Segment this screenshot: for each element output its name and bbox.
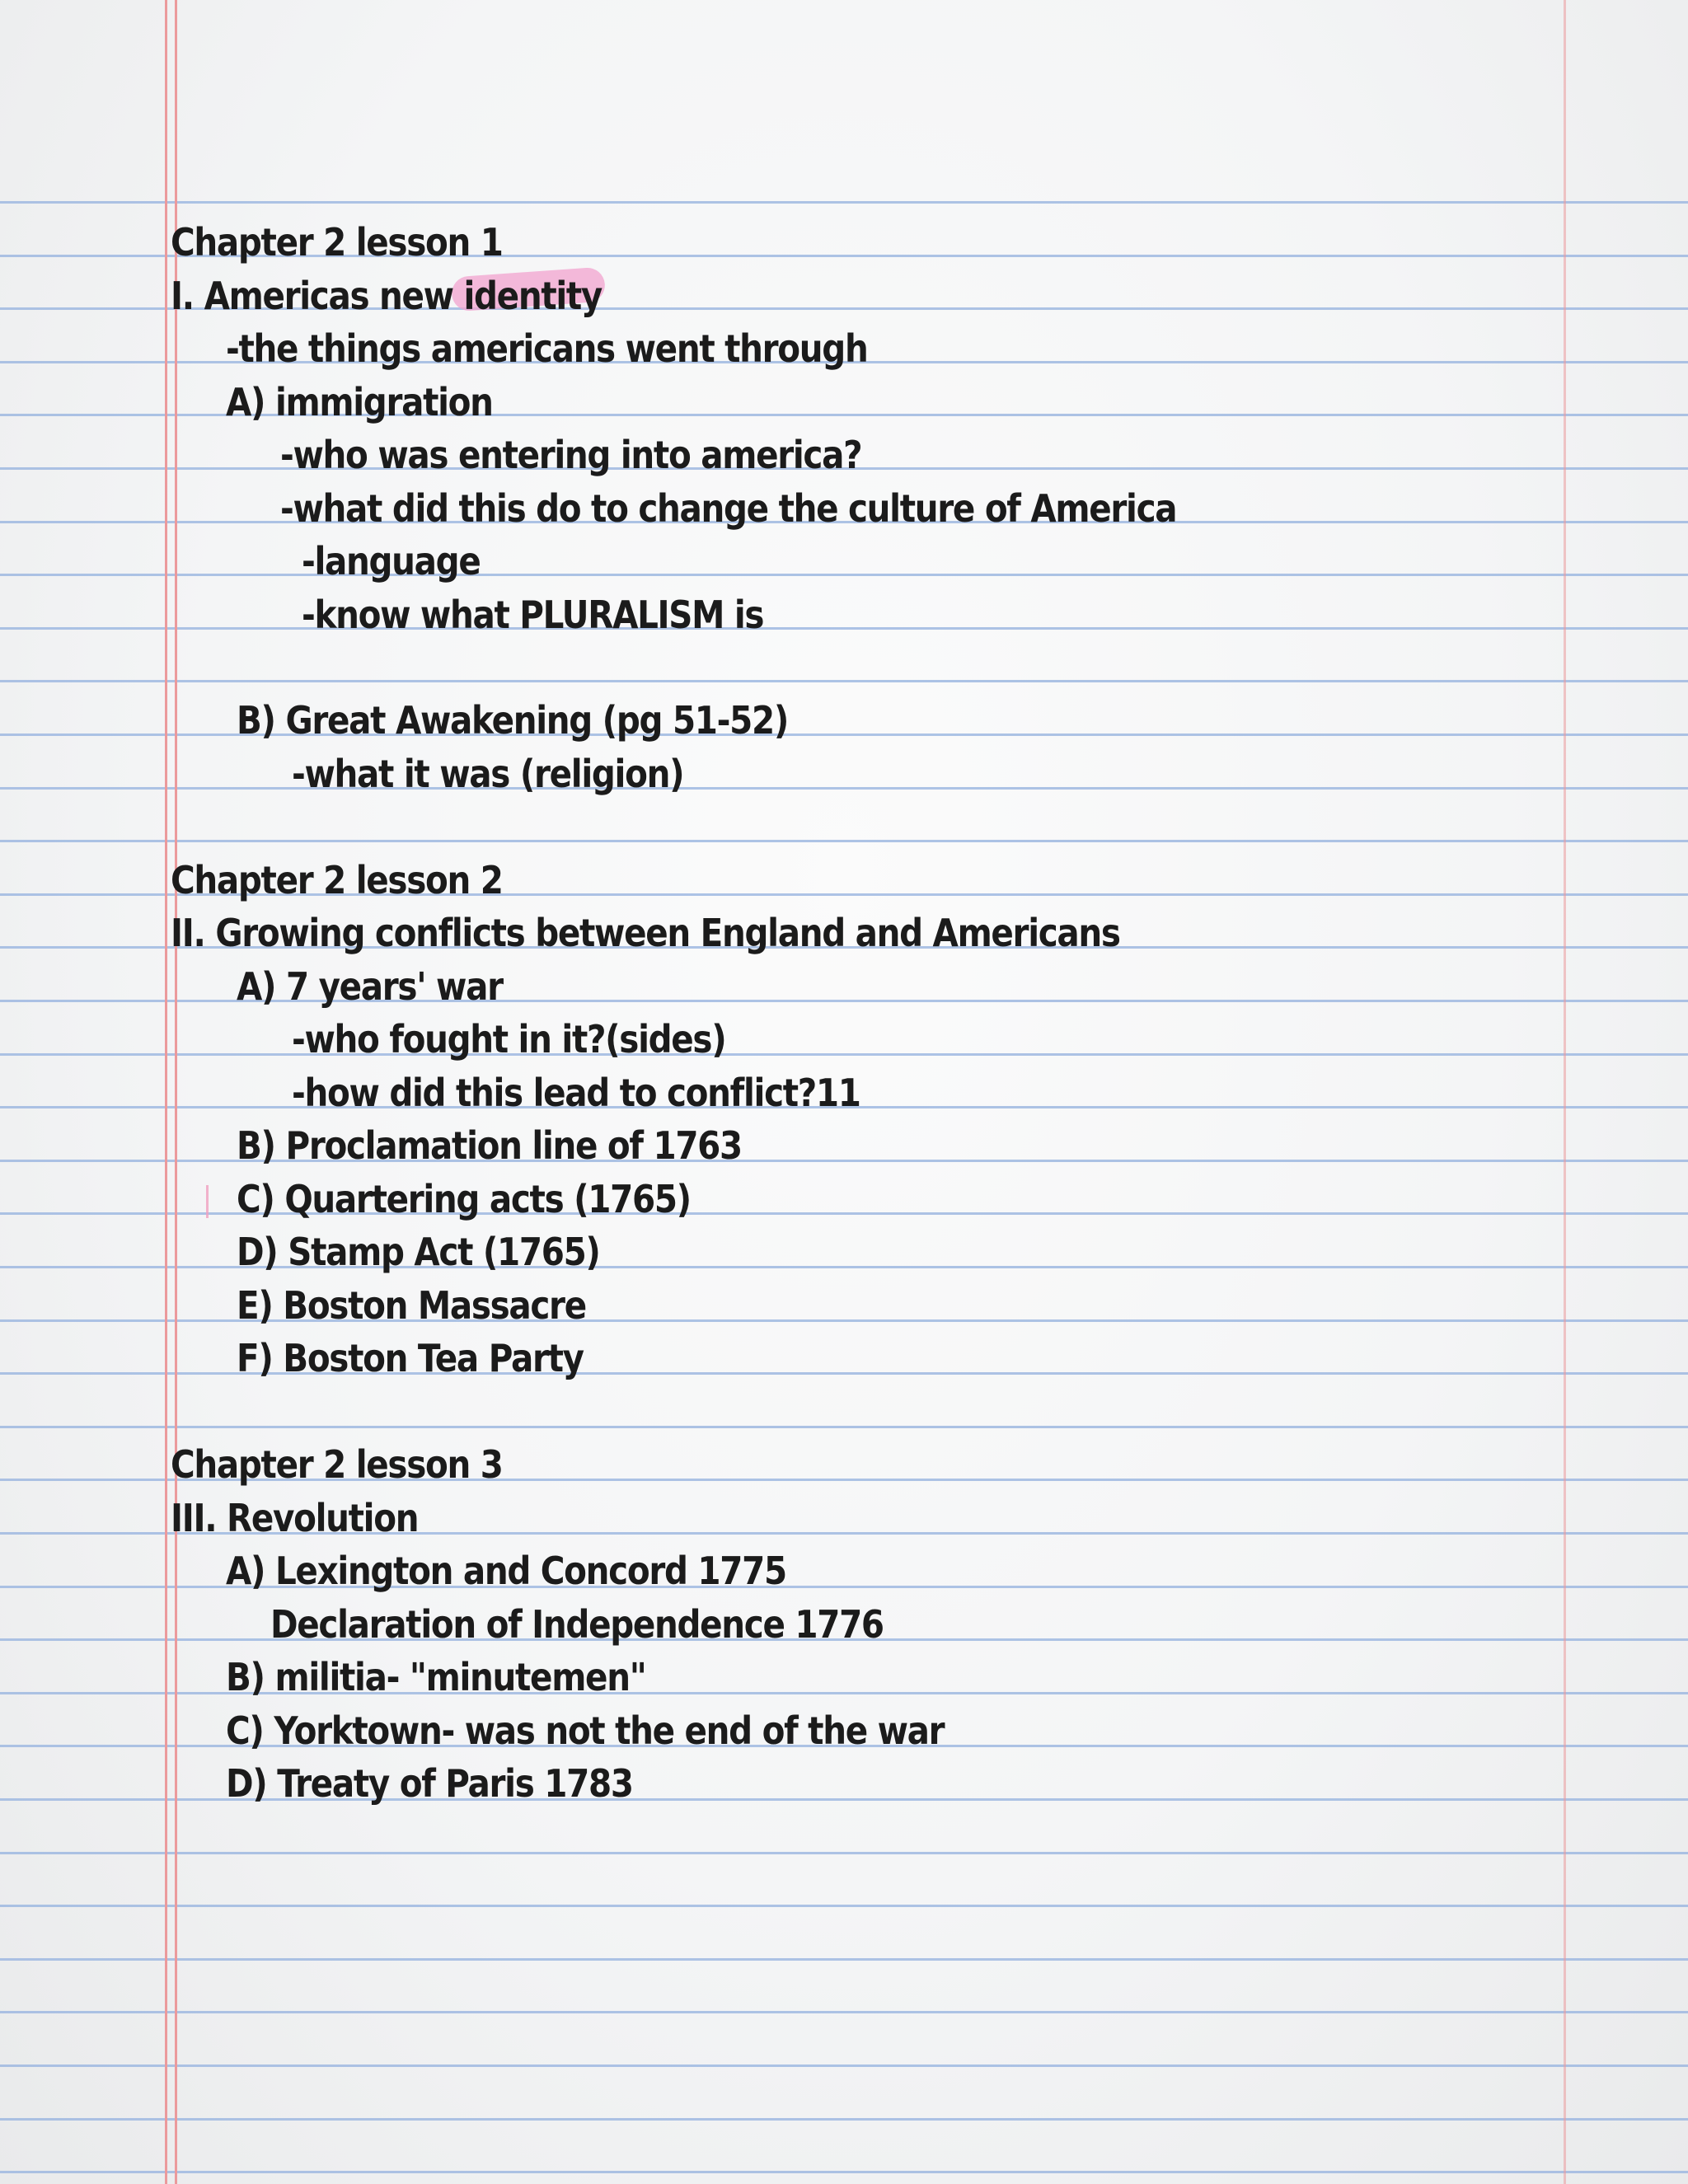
note-line-section-2: II. Growing conflicts between England and Americans — [171, 911, 1120, 955]
note-line: B) Proclamation line of 1763 — [237, 1123, 742, 1168]
note-line: -what did this do to change the culture of America — [280, 486, 1177, 531]
note-line: D) Stamp Act (1765) — [237, 1230, 600, 1274]
note-line: A) immigration — [226, 380, 493, 424]
note-line: E) Boston Massacre — [237, 1283, 586, 1328]
note-line: D) Treaty of Paris 1783 — [226, 1761, 633, 1806]
note-line: A) Lexington and Concord 1775 — [226, 1549, 786, 1593]
note-line: B) Great Awakening (pg 51-52) — [237, 698, 789, 743]
note-line-heading-ch2-l2: Chapter 2 lesson 2 — [171, 858, 503, 902]
note-line: -who was entering into america? — [280, 433, 862, 477]
note-line-heading-ch2-l3: Chapter 2 lesson 3 — [171, 1442, 503, 1487]
note-line: Declaration of Independence 1776 — [270, 1602, 884, 1647]
note-line: -who fought in it?(sides) — [292, 1017, 726, 1062]
note-line: -language — [302, 539, 481, 583]
note-line-section-3: III. Revolution — [171, 1496, 419, 1540]
note-line: C) Yorktown- was not the end of the war — [226, 1708, 945, 1753]
note-line-section-1: I. Americas new identity — [171, 274, 603, 318]
note-line: -how did this lead to conflict?11 — [292, 1071, 860, 1115]
note-line: C) Quartering acts (1765) — [237, 1177, 691, 1221]
note-line: -the things americans went through — [226, 326, 868, 371]
note-line: -know what PLURALISM is — [302, 593, 764, 637]
note-line: B) militia- "minutemen" — [226, 1655, 646, 1699]
note-line: A) 7 years' war — [237, 964, 503, 1009]
note-line: -what it was (religion) — [292, 752, 684, 796]
note-line-heading-ch2-l1: Chapter 2 lesson 1 — [171, 220, 503, 265]
note-line: F) Boston Tea Party — [237, 1336, 584, 1380]
